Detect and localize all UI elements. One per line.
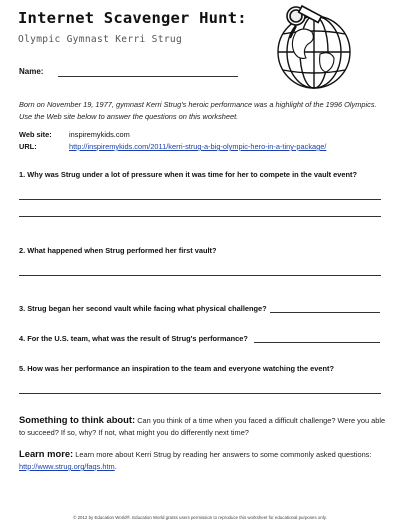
copyright-footer: © 2012 by Education World®. Education World grants users permission to reproduce this worksheet for educational purposes only. — [73, 515, 327, 520]
answer-line[interactable] — [19, 199, 381, 200]
name-label: Name: — [19, 67, 44, 76]
website-label: Web site: — [19, 130, 52, 139]
answer-line[interactable] — [19, 393, 381, 394]
globe-with-magnifier-icon — [256, 2, 374, 98]
question-3: 3. Strug began her second vault while facing what physical challenge? — [19, 304, 267, 313]
answer-line[interactable] — [254, 342, 380, 343]
question-2: 2. What happened when Strug performed her first vault? — [19, 246, 217, 255]
name-line[interactable] — [58, 76, 238, 77]
think-section — [19, 414, 387, 439]
answer-line[interactable] — [19, 275, 381, 276]
worksheet-title: Internet Scavenger Hunt: — [18, 9, 247, 27]
question-4: 4. For the U.S. team, what was the result of Strug's performance? — [19, 334, 248, 343]
url-link[interactable]: http://inspiremykids.com/2011/kerri-strug-a-big-olympic-hero-in-a-tiny-package/ — [69, 142, 327, 151]
think-text: Can you think of a time when you faced a difficult challenge? Were you able to succeed? If so, why? If not, what might you do differently next time? — [19, 416, 386, 437]
question-1: 1. Why was Strug under a lot of pressure when it was time for her to compete in the vault event? — [19, 170, 357, 179]
intro-paragraph: Born on November 19, 1977, gymnast Kerri Strug's heroic performance was a highlight of the 1996 Olympics. Use the Web site below to answer the questions on this worksheet. — [19, 100, 377, 121]
answer-line[interactable] — [270, 312, 380, 313]
faq-link[interactable]: http://www.strug.org/faqs.htm — [19, 462, 115, 471]
learn-period: . — [114, 462, 117, 471]
question-5: 5. How was her performance an inspiration to the team and everyone watching the event? — [19, 364, 334, 373]
think-heading: Something to think about: — [19, 414, 136, 425]
worksheet-subtitle: Olympic Gymnast Kerri Strug — [18, 34, 183, 45]
learn-section — [19, 448, 387, 473]
url-label: URL: — [19, 142, 37, 151]
learn-heading: Learn more: — [19, 448, 74, 459]
answer-line[interactable] — [19, 216, 381, 217]
website-value: inspiremykids.com — [69, 130, 130, 139]
learn-text: Learn more about Kerri Strug by reading her answers to some commonly asked questions: — [75, 450, 372, 459]
